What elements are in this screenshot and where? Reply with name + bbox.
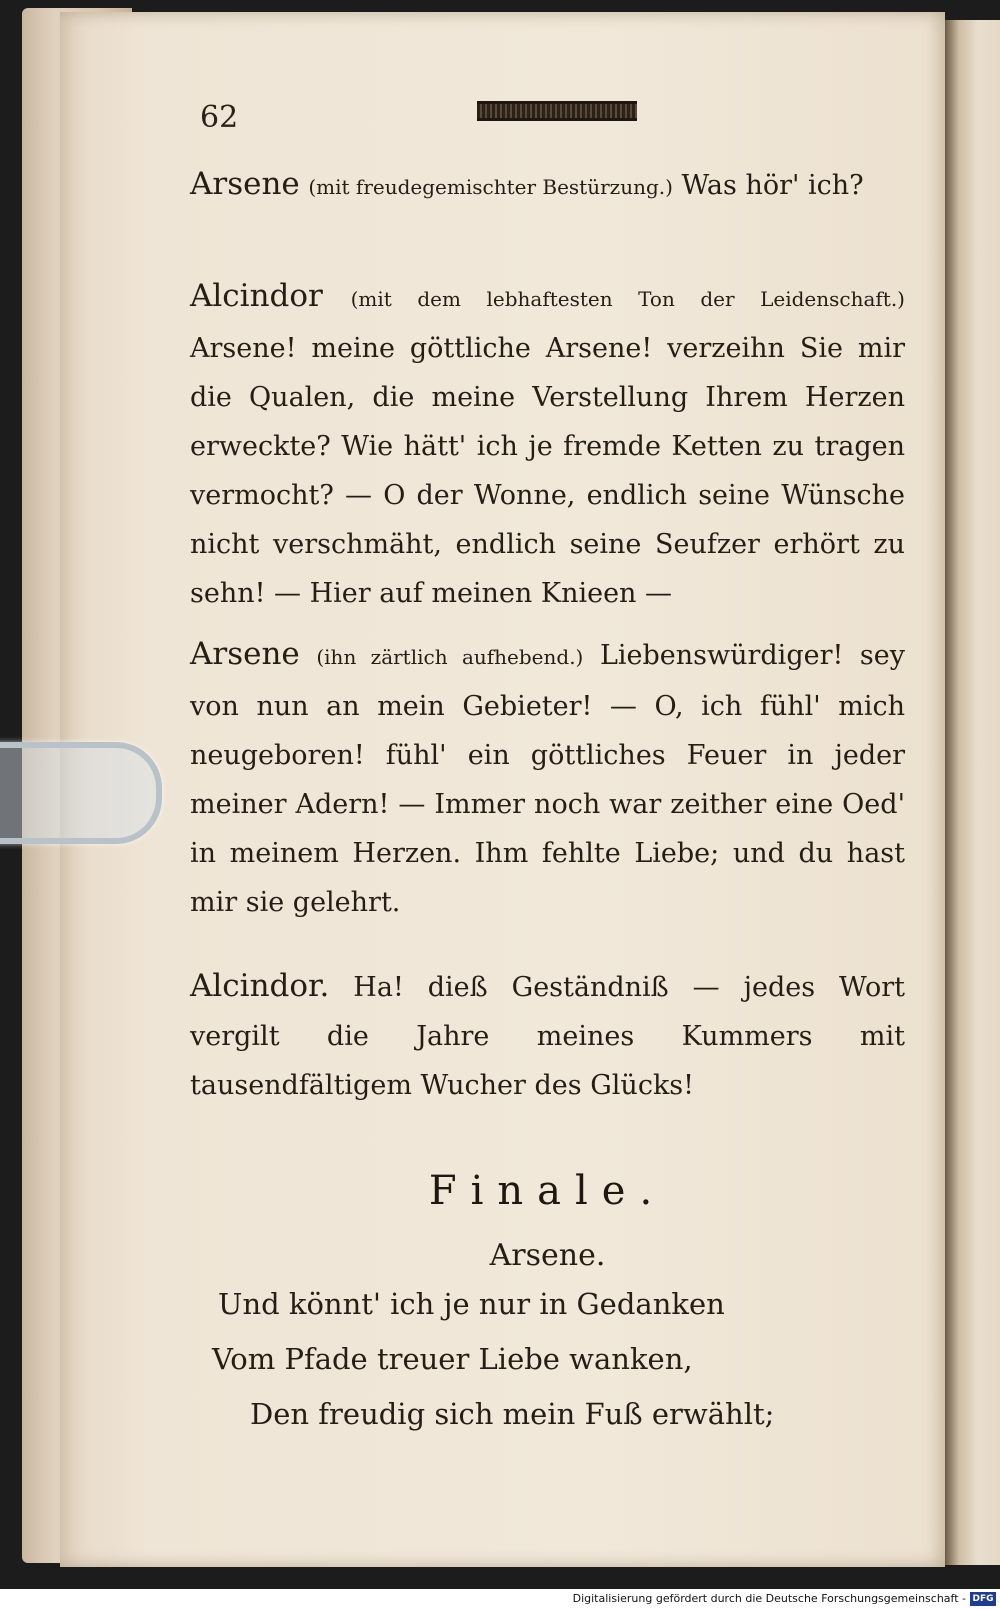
stage-direction: (mit freudegemischter Bestürzung.) (308, 175, 673, 199)
paragraph-4 (190, 962, 905, 1110)
page-number: 62 (200, 100, 239, 135)
header-ornament (477, 101, 637, 121)
paragraph-3 (190, 630, 905, 927)
verse-line: Vom Pfade treuer Liebe wanken, (212, 1342, 693, 1376)
dialogue-text: Ha! dieß Geständniß — jedes Wort vergilt die Jahre meines Kummers mit tausendfältigem Wucher des Glücks! (190, 972, 905, 1101)
dfg-logo-icon: DFG (970, 1592, 996, 1606)
verse-line: Und könnt' ich je nur in Gedanken (218, 1287, 725, 1321)
paper-clip-icon (0, 742, 162, 844)
footer-text: Digitalisierung gefördert durch die Deutsche Forschungsgemeinschaft - (572, 1592, 966, 1605)
dialogue-text: Liebenswürdiger! sey von nun an mein Gebieter! — O, ich fühl' mich neugeboren! fühl' ein göttliches Feuer in jeder meiner Adern! — Immer noch war zeither eine Oed' in meinem Herzen. Ihm fehlte Liebe; und du hast mir sie gelehrt. (190, 640, 905, 918)
speaker-name: Arsene (190, 166, 300, 202)
speaker-name: Arsene (190, 636, 300, 672)
speaker-name: Alcindor (190, 278, 323, 314)
paragraph-2 (190, 272, 905, 618)
verse-line: Den freudig sich mein Fuß erwählt; (250, 1397, 775, 1431)
speaker-name: Alcindor. (190, 968, 330, 1004)
dialogue-text: Was hör' ich? (681, 170, 864, 201)
digitization-footer (0, 1589, 1000, 1609)
song-speaker: Arsene. (489, 1238, 606, 1273)
finale-heading: Finale. (428, 1168, 667, 1214)
stage-direction: (ihn zärtlich aufhebend.) (316, 645, 584, 669)
dialogue-text: Arsene! meine göttliche Arsene! verzeihn Sie mir die Qualen, die meine Verstellung Ihrem Herzen erweckte? Wie hätt' ich je fremde Ketten zu tragen vermocht? — O der Wonne, endlich seine Wünsche nicht verschmäht, endlich seine Seufzer erhört zu sehn! — Hier auf meinen Knieen — (190, 333, 905, 609)
stage-direction: (mit dem lebhaftesten Ton der Leidenschaft.) (350, 287, 905, 311)
facing-page-edge (945, 20, 1000, 1565)
paragraph-1 (190, 160, 905, 212)
